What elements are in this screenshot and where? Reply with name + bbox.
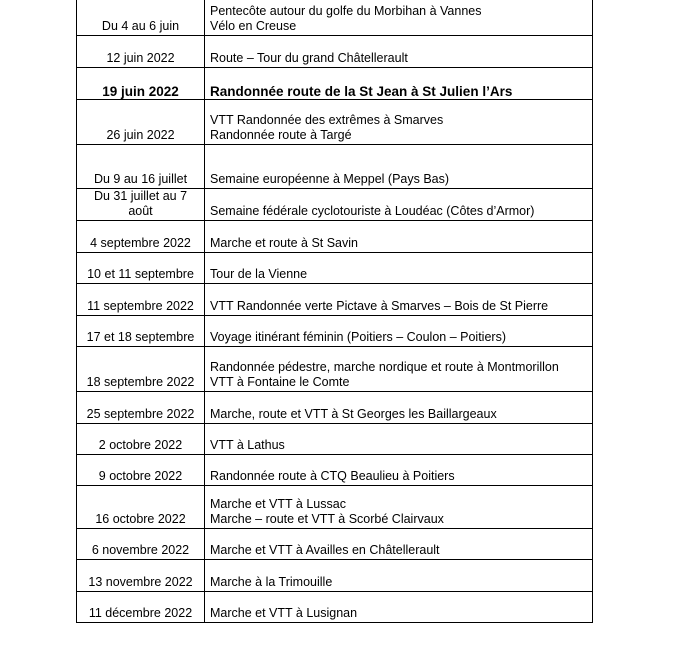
- schedule-document: [76, 0, 592, 623]
- event-cell: [205, 283, 593, 315]
- event-text: Randonnée route de la St Jean à St Julien l’Ars: [210, 83, 513, 99]
- date-cell: [77, 99, 205, 144]
- event-text: Route – Tour du grand Châtellerault: [210, 50, 408, 65]
- date-cell: [77, 391, 205, 423]
- event-cell: [205, 346, 593, 391]
- date-cell: [77, 188, 205, 220]
- event-text: Semaine européenne à Meppel (Pays Bas): [210, 171, 450, 186]
- event-cell: [205, 559, 593, 591]
- event-text: Randonnée pédestre, marche nordique et route à Montmorillon: [210, 359, 559, 374]
- event-cell: [205, 454, 593, 485]
- date-cell: [77, 67, 205, 99]
- event-cell: [205, 315, 593, 346]
- table-row: [77, 0, 593, 35]
- table-row: [77, 591, 593, 622]
- table-row: [77, 67, 593, 99]
- event-cell: [205, 252, 593, 283]
- date-text: 11 septembre 2022: [87, 298, 194, 313]
- date-cell: [77, 283, 205, 315]
- date-cell: [77, 220, 205, 252]
- table-row: [77, 559, 593, 591]
- date-text: 13 novembre 2022: [88, 574, 193, 589]
- event-text: Marche – route et VTT à Scorbé Clairvaux: [210, 511, 444, 526]
- schedule-table: [76, 0, 593, 623]
- date-cell: [77, 35, 205, 67]
- event-cell: [205, 528, 593, 559]
- date-cell: [77, 144, 205, 188]
- event-text: Randonnée route à Targé: [210, 127, 352, 142]
- date-text: 6 novembre 2022: [91, 542, 190, 557]
- event-cell: [205, 391, 593, 423]
- event-cell: [205, 423, 593, 454]
- table-row: [77, 346, 593, 391]
- date-text: août: [128, 203, 153, 218]
- event-text: Vélo en Creuse: [210, 18, 297, 33]
- table-row: [77, 528, 593, 559]
- event-text: Marche et VTT à Availles en Châtellerault: [210, 542, 440, 557]
- table-row: [77, 485, 593, 528]
- date-text: 26 juin 2022: [106, 127, 175, 142]
- date-cell: [77, 0, 205, 35]
- event-cell: [205, 144, 593, 188]
- date-text: Du 9 au 16 juillet: [93, 171, 188, 186]
- table-row: [77, 35, 593, 67]
- date-cell: [77, 559, 205, 591]
- event-text: Marche et VTT à Lussac: [210, 496, 346, 511]
- event-cell: [205, 0, 593, 35]
- date-text: 11 décembre 2022: [88, 605, 193, 620]
- date-cell: [77, 591, 205, 622]
- event-text: VTT Randonnée des extrêmes à Smarves: [210, 112, 444, 127]
- date-text: 2 octobre 2022: [98, 437, 183, 452]
- table-row: [77, 315, 593, 346]
- event-cell: [205, 67, 593, 99]
- date-text: 19 juin 2022: [102, 83, 179, 99]
- date-text: Du 31 juillet au 7: [93, 188, 188, 203]
- table-row: [77, 188, 593, 220]
- event-text: Marche et route à St Savin: [210, 235, 358, 250]
- date-cell: [77, 346, 205, 391]
- table-row: [77, 391, 593, 423]
- date-cell: [77, 454, 205, 485]
- event-cell: [205, 99, 593, 144]
- event-text: VTT Randonnée verte Pictave à Smarves – Bois de St Pierre: [210, 298, 549, 313]
- date-text: 10 et 11 septembre: [87, 266, 194, 281]
- event-text: VTT à Lathus: [210, 437, 285, 452]
- event-text: Voyage itinérant féminin (Poitiers – Coulon – Poitiers): [210, 329, 506, 344]
- event-text: Pentecôte autour du golfe du Morbihan à Vannes: [210, 3, 482, 18]
- event-text: VTT à Fontaine le Comte: [210, 374, 350, 389]
- table-row: [77, 283, 593, 315]
- table-row: [77, 99, 593, 144]
- table-row: [77, 252, 593, 283]
- date-text: 12 juin 2022: [106, 50, 175, 65]
- event-text: Tour de la Vienne: [210, 266, 308, 281]
- date-cell: [77, 252, 205, 283]
- event-text: Semaine fédérale cyclotouriste à Loudéac (Côtes d’Armor): [210, 203, 535, 218]
- date-text: 4 septembre 2022: [90, 235, 191, 250]
- date-text: 9 octobre 2022: [98, 468, 183, 483]
- date-text: Du 4 au 6 juin: [101, 18, 180, 33]
- table-row: [77, 423, 593, 454]
- date-cell: [77, 485, 205, 528]
- event-cell: [205, 485, 593, 528]
- table-row: [77, 454, 593, 485]
- date-text: 16 octobre 2022: [95, 511, 186, 526]
- event-cell: [205, 35, 593, 67]
- event-text: Randonnée route à CTQ Beaulieu à Poitiers: [210, 468, 455, 483]
- event-text: Marche, route et VTT à St Georges les Baillargeaux: [210, 406, 497, 421]
- date-text: 25 septembre 2022: [86, 406, 195, 421]
- date-text: 17 et 18 septembre: [86, 329, 195, 344]
- event-text: Marche et VTT à Lusignan: [210, 605, 358, 620]
- event-cell: [205, 188, 593, 220]
- event-text: Marche à la Trimouille: [210, 574, 333, 589]
- event-cell: [205, 591, 593, 622]
- date-cell: [77, 423, 205, 454]
- event-cell: [205, 220, 593, 252]
- date-text: 18 septembre 2022: [86, 374, 195, 389]
- table-row: [77, 144, 593, 188]
- date-cell: [77, 528, 205, 559]
- table-row: [77, 220, 593, 252]
- date-cell: [77, 315, 205, 346]
